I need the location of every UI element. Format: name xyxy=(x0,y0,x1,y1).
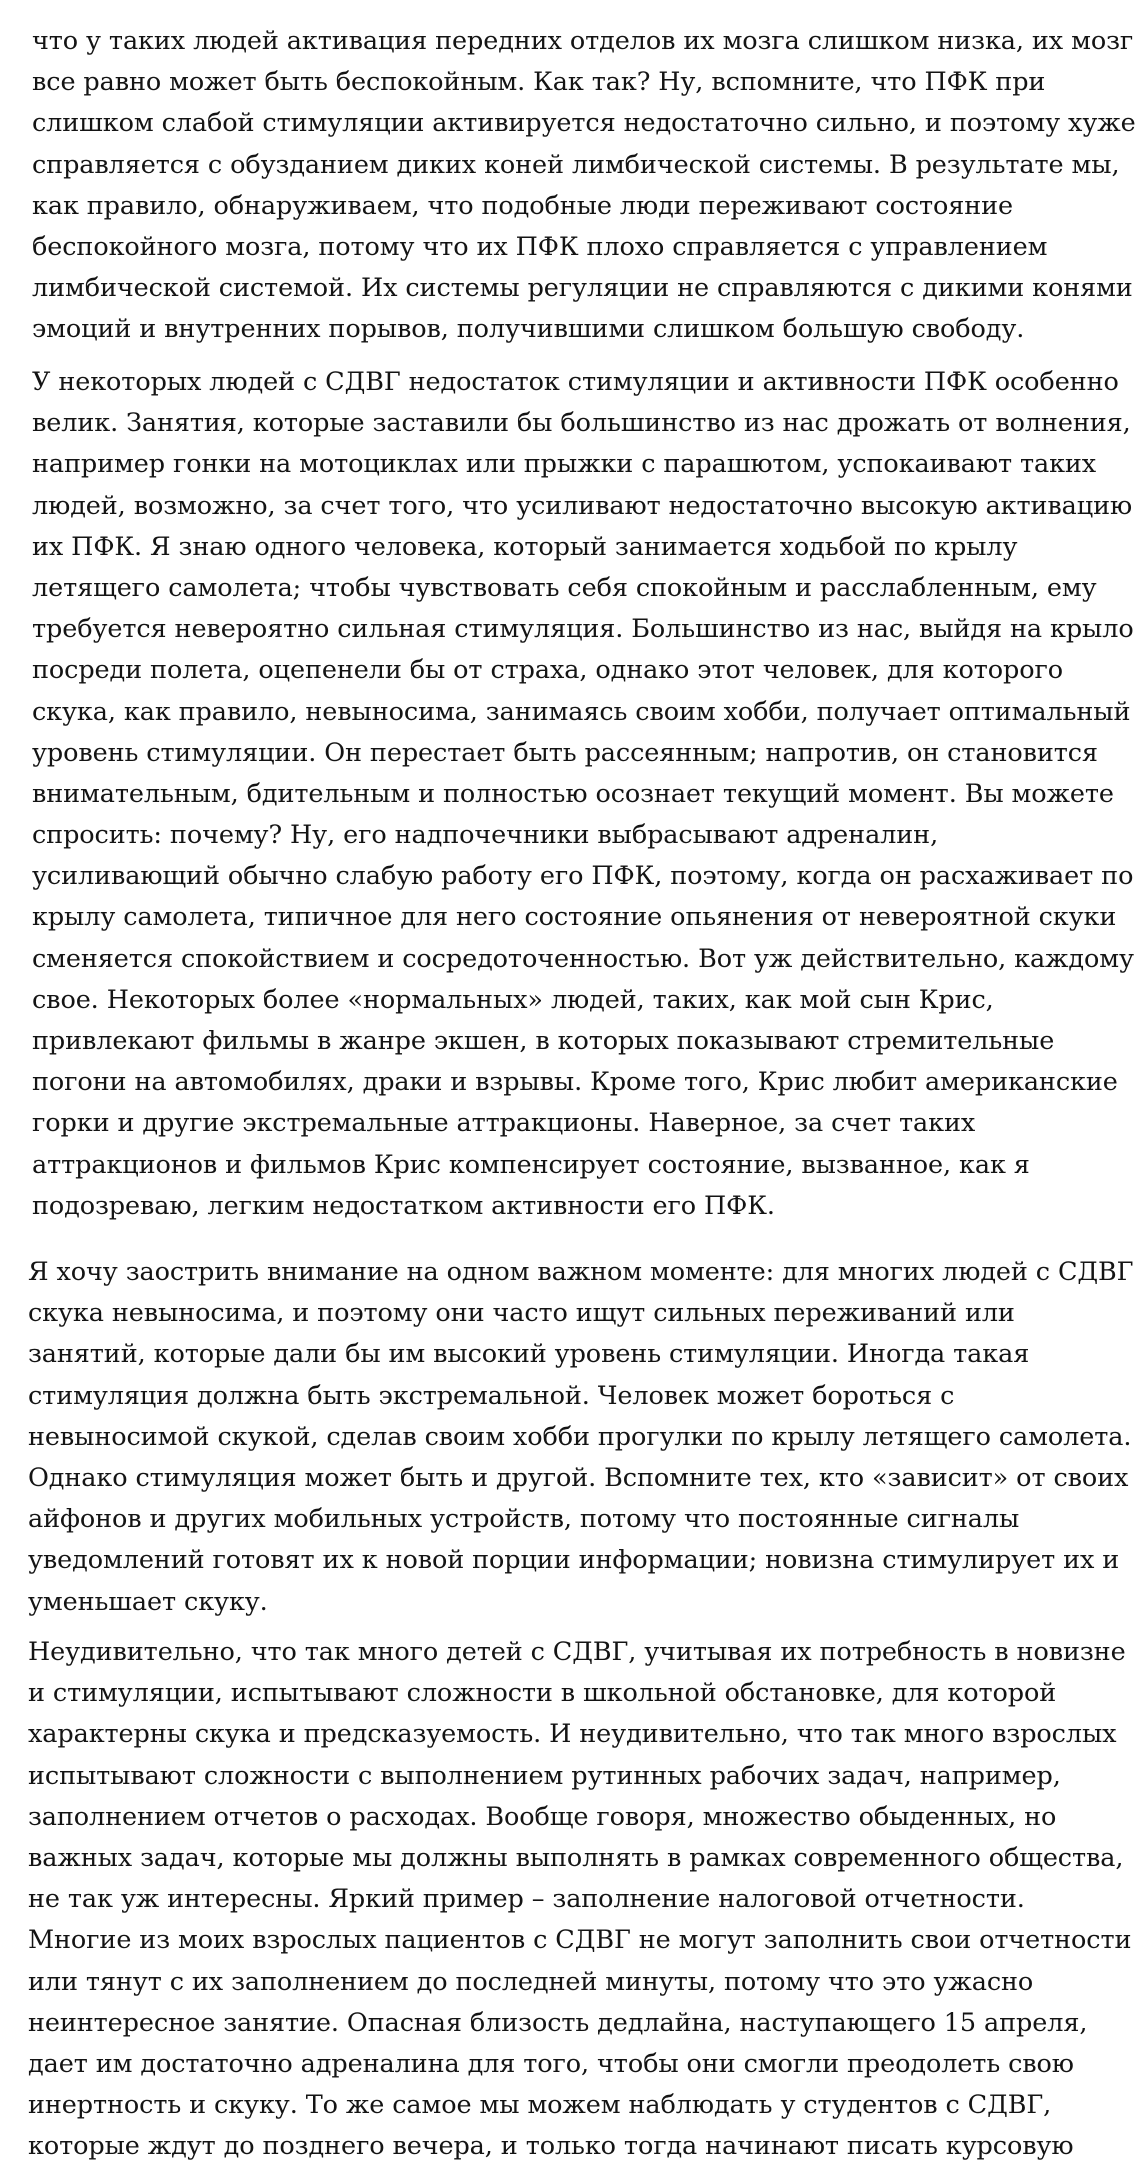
text-line: уменьшает скуку. xyxy=(28,1586,268,1617)
text-line: справляется с обузданием диких коней лимбической системы. В результате мы, xyxy=(32,149,1120,180)
text-line: внимательным, бдительным и полностью осознает текущий момент. Вы можете xyxy=(32,778,1114,809)
text-line: велик. Занятия, которые заставили бы большинство из нас дрожать от волнения, xyxy=(32,408,1131,439)
text-line: привлекают фильмы в жанре экшен, в которых показывают стремительные xyxy=(32,1026,1055,1056)
text-line: не так уж интересны. Яркий пример – заполнение налоговой отчетности. xyxy=(28,1884,1025,1915)
text-line: невыносимой скукой, сделав своим хобби прогулки по крылу летящего самолета. xyxy=(28,1421,1132,1452)
paragraph-1 xyxy=(32,21,1136,351)
text-line: которые ждут до позднего вечера, и только тогда начинают писать курсовую xyxy=(28,2131,1074,2160)
text-line: подозреваю, легким недостатком активности его ПФК. xyxy=(32,1190,775,1221)
text-line: людей, возможно, за счет того, что усиливают недостаточно высокую активацию xyxy=(32,490,1133,521)
text-line: сменяется спокойствием и сосредоточенностью. Вот уж действительно, каждому xyxy=(32,943,1134,974)
text-line: усиливающий обычно слабую работу его ПФК, поэтому, когда он расхаживает по xyxy=(32,861,1134,892)
text-line: заполнением отчетов о расходах. Вообще говоря, множество обыденных, но xyxy=(28,1801,1057,1832)
text-line: инертность и скуку. То же самое мы можем наблюдать у студентов с СДВГ, xyxy=(28,2090,1052,2121)
text-line: айфонов и других мобильных устройств, потому что постоянные сигналы xyxy=(28,1504,1020,1535)
text-line: свое. Некоторых более «нормальных» людей, таких, как мой сын Крис, xyxy=(32,984,994,1015)
text-line: занятий, которые дали бы им высокий уровень стимуляции. Иногда такая xyxy=(28,1339,1030,1370)
text-line: требуется невероятно сильная стимуляция. Большинство из нас, выйдя на крыло xyxy=(32,614,1134,645)
text-line: что у таких людей активация передних отделов их мозга слишком низка, их мозг xyxy=(32,26,1134,56)
text-line: неинтересное занятие. Опасная близость дедлайна, наступающего 15 апреля, xyxy=(28,2007,1088,2038)
text-line: аттракционов и фильмов Крис компенсирует состояние, вызванное, как я xyxy=(32,1149,1030,1180)
text-line: уведомлений готовят их к новой порции информации; новизна стимулирует их и xyxy=(28,1545,1120,1576)
text-line: Неудивительно, что так много детей с СДВГ, учитывая их потребность в новизне xyxy=(28,1637,1126,1667)
text-line: спросить: почему? Ну, его надпочечники выбрасывают адреналин, xyxy=(32,820,939,851)
text-line: важных задач, которые мы должны выполнять в рамках современного общества, xyxy=(28,1842,1124,1873)
text-line: уровень стимуляции. Он перестает быть рассеянным; напротив, он становится xyxy=(32,737,1098,768)
text-line: характерны скука и предсказуемость. И неудивительно, что так много взрослых xyxy=(28,1719,1117,1750)
text-line: беспокойного мозга, потому что их ПФК плохо справляется с управлением xyxy=(32,231,1048,262)
text-line: посреди полета, оцепенели бы от страха, однако этот человек, для которого xyxy=(32,655,1063,686)
text-line: Однако стимуляция может быть и другой. Вспомните тех, кто «зависит» от своих xyxy=(28,1462,1129,1493)
text-line: стимуляция должна быть экстремальной. Человек может бороться с xyxy=(28,1380,955,1411)
text-line: скука невыносима, и поэтому они часто ищут сильных переживаний или xyxy=(28,1298,1015,1329)
text-line: Я хочу заострить внимание на одном важном моменте: для многих людей с СДВГ xyxy=(28,1257,1134,1287)
paragraph-2 xyxy=(32,362,1132,1227)
text-line: слишком слабой стимуляции активируется недостаточно сильно, и поэтому хуже xyxy=(32,108,1136,139)
text-line: или тянут с их заполнением до последней минуты, потому что это ужасно xyxy=(28,1966,1034,1997)
text-line: лимбической системой. Их системы регуляции не справляются с дикими конями xyxy=(32,273,1133,304)
text-line: дает им достаточно адреналина для того, чтобы они смогли преодолеть свою xyxy=(28,2048,1074,2079)
paragraph-4 xyxy=(28,1632,1132,2160)
text-line: и стимуляции, испытывают сложности в школьной обстановке, для которой xyxy=(28,1678,1057,1709)
paragraph-3 xyxy=(28,1252,1134,1623)
text-line: например гонки на мотоциклах или прыжки с парашютом, успокаивают таких xyxy=(32,449,1097,480)
text-line: все равно может быть беспокойным. Как так? Ну, вспомните, что ПФК при xyxy=(32,67,1046,98)
text-line: погони на автомобилях, драки и взрывы. Кроме того, Крис любит американские xyxy=(32,1067,1118,1098)
text-line: У некоторых людей с СДВГ недостаток стимуляции и активности ПФК особенно xyxy=(32,367,1119,397)
text-line: крылу самолета, типичное для него состояние опьянения от невероятной скуки xyxy=(32,902,1117,933)
text-line: Многие из моих взрослых пациентов с СДВГ не могут заполнить свои отчетности xyxy=(28,1925,1132,1956)
text-line: горки и другие экстремальные аттракционы. Наверное, за счет таких xyxy=(32,1108,976,1139)
text-line: испытывают сложности с выполнением рутинных рабочих задач, например, xyxy=(28,1760,1061,1791)
text-line: эмоций и внутренних порывов, получившими слишком большую свободу. xyxy=(32,314,1025,345)
text-line: скука, как правило, невыносима, занимаясь своим хобби, получает оптимальный xyxy=(32,696,1131,727)
text-line: их ПФК. Я знаю одного человека, который занимается ходьбой по крылу xyxy=(32,531,1018,562)
text-line: как правило, обнаруживаем, что подобные люди переживают состояние xyxy=(32,190,1014,221)
text-line: летящего самолета; чтобы чувствовать себя спокойным и расслабленным, ему xyxy=(32,572,1097,603)
